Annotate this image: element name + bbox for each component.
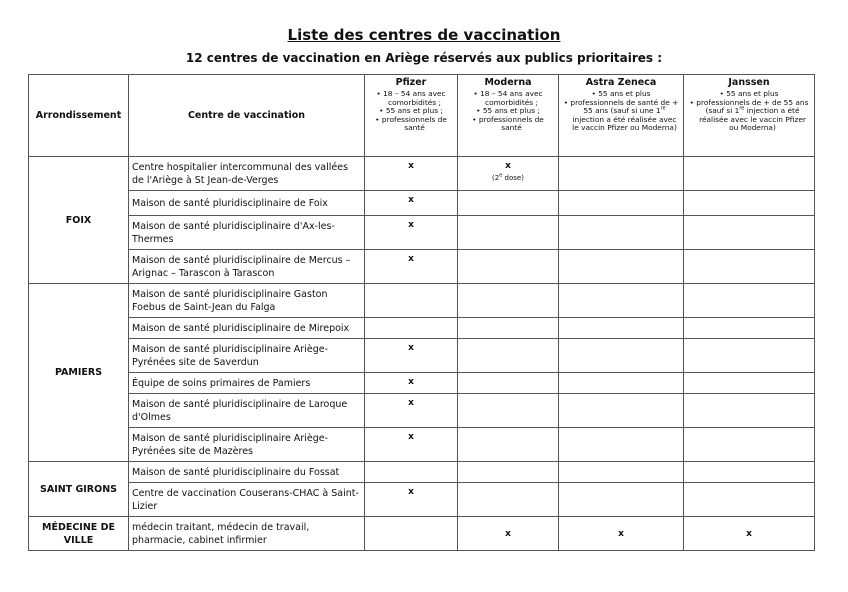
vaccine-availability-cell (365, 157, 458, 191)
vaccine-availability-cell (458, 284, 559, 318)
eligibility-note: • 55 ans et plus (563, 90, 679, 99)
table-row (29, 462, 815, 483)
availability-mark: x (746, 528, 752, 539)
vaccine-availability-cell (365, 284, 458, 318)
eligibility-note: • 55 ans et plus ; (462, 107, 554, 116)
vaccine-availability-cell (458, 428, 559, 462)
vaccine-eligibility-list (563, 90, 679, 133)
vaccine-availability-cell (458, 250, 559, 284)
page-title: Liste des centres de vaccination (287, 26, 561, 44)
centre-name-cell: Équipe de soins primaires de Pamiers (129, 373, 365, 394)
eligibility-note: • professionnels de santé (369, 116, 453, 133)
vaccine-name: Astra Zeneca (585, 77, 657, 88)
availability-mark: x (408, 254, 414, 264)
vaccine-availability-cell (559, 483, 684, 517)
vaccine-availability-cell (365, 373, 458, 394)
availability-mark: x (408, 161, 414, 171)
vaccine-availability-cell (559, 339, 684, 373)
vaccine-eligibility-list (462, 90, 554, 133)
vaccine-availability-cell (684, 191, 815, 216)
eligibility-note: • 55 ans et plus (688, 90, 810, 99)
eligibility-note: • professionnels de + de 55 ans (sauf si 1re injection a été réalisée avec le vaccin Pfizer ou Moderna) (688, 99, 810, 133)
centre-name-cell: Maison de santé pluridisciplinaire de Mercus – Arignac – Tarascon à Tarascon (129, 250, 365, 284)
arrondissement-cell: FOIX (29, 157, 129, 284)
vaccine-availability-cell (365, 191, 458, 216)
availability-mark: x (408, 343, 414, 353)
vaccine-availability-cell (684, 250, 815, 284)
header-row (29, 75, 815, 157)
vaccine-availability-cell (458, 191, 559, 216)
vaccine-availability-cell (684, 462, 815, 483)
table-row (29, 483, 815, 517)
availability-mark: x (505, 161, 511, 171)
header-centre: Centre de vaccination (129, 75, 365, 157)
vaccine-availability-cell (684, 284, 815, 318)
table-row (29, 216, 815, 250)
vaccine-availability-cell (684, 157, 815, 191)
table-row (29, 250, 815, 284)
vaccine-availability-cell (365, 462, 458, 483)
centre-name-cell: Maison de santé pluridisciplinaire d'Ax-les-Thermes (129, 216, 365, 250)
table-row (29, 428, 815, 462)
centre-name-cell: Maison de santé pluridisciplinaire de Laroque d'Olmes (129, 394, 365, 428)
vaccine-availability-cell (365, 250, 458, 284)
arrondissement-cell: SAINT GIRONS (29, 462, 129, 517)
availability-mark: x (408, 377, 414, 387)
availability-mark: x (408, 432, 414, 442)
vaccine-name: Moderna (484, 77, 532, 88)
header-vaccine-pfizer (365, 75, 458, 157)
vaccine-eligibility-list (688, 90, 810, 133)
vaccine-availability-cell (365, 339, 458, 373)
eligibility-note: • professionnels de santé (462, 116, 554, 133)
vaccine-availability-cell (458, 318, 559, 339)
vaccine-availability-cell (684, 339, 815, 373)
availability-mark: x (408, 195, 414, 205)
table-row (29, 284, 815, 318)
vaccine-availability-cell (458, 373, 559, 394)
header-arrondissement: Arrondissement (29, 75, 129, 157)
vaccine-availability-cell (365, 483, 458, 517)
header-vaccine-moderna (458, 75, 559, 157)
vaccine-availability-cell (684, 428, 815, 462)
vaccine-availability-cell (684, 394, 815, 428)
vaccine-availability-cell (684, 318, 815, 339)
vaccine-availability-cell (458, 394, 559, 428)
vaccine-availability-cell (458, 216, 559, 250)
table-row (29, 517, 815, 551)
vaccine-availability-cell (458, 483, 559, 517)
eligibility-note: • 18 – 54 ans avec comorbidités ; (462, 90, 554, 107)
vaccine-availability-cell (458, 339, 559, 373)
vaccine-availability-cell (559, 318, 684, 339)
centre-name-cell: Centre hospitalier intercommunal des vallées de l'Ariège à St Jean-de-Verges (129, 157, 365, 191)
vaccine-availability-cell (559, 250, 684, 284)
vaccine-availability-cell (559, 284, 684, 318)
vaccine-availability-cell (365, 318, 458, 339)
eligibility-note: • professionnels de santé de + 55 ans (sauf si une 1re injection a été réalisée avec le vaccin Pfizer ou Moderna) (563, 99, 679, 133)
vaccine-availability-cell (559, 373, 684, 394)
availability-mark: x (618, 528, 624, 539)
centre-name-cell: Maison de santé pluridisciplinaire de Mirepoix (129, 318, 365, 339)
centre-name-cell: Maison de santé pluridisciplinaire Gaston Foebus de Saint-Jean du Falga (129, 284, 365, 318)
availability-mark: x (408, 487, 414, 497)
vaccine-availability-cell (559, 517, 684, 551)
table-body (29, 157, 815, 551)
table-row (29, 339, 815, 373)
vaccine-eligibility-list (369, 90, 453, 133)
eligibility-note: • 18 – 54 ans avec comorbidités ; (369, 90, 453, 107)
availability-mark: x (408, 398, 414, 408)
table-row (29, 373, 815, 394)
vaccine-availability-cell (458, 517, 559, 551)
vaccine-availability-cell (458, 157, 559, 191)
vaccine-availability-cell (365, 394, 458, 428)
availability-mark: x (505, 528, 511, 539)
eligibility-note: • 55 ans et plus ; (369, 107, 453, 116)
vaccine-availability-cell (559, 157, 684, 191)
vaccine-availability-cell (684, 483, 815, 517)
vaccine-availability-cell (559, 462, 684, 483)
arrondissement-cell: PAMIERS (29, 284, 129, 462)
centre-name-cell: Centre de vaccination Couserans-CHAC à Saint-Lizier (129, 483, 365, 517)
availability-mark: x (408, 220, 414, 230)
arrondissement-cell: MÉDECINE DE VILLE (29, 517, 129, 551)
vaccine-availability-cell (559, 216, 684, 250)
vaccine-availability-cell (684, 373, 815, 394)
table-row (29, 394, 815, 428)
vaccine-name: Janssen (728, 77, 770, 88)
table-row (29, 318, 815, 339)
header-vaccine-janssen (684, 75, 815, 157)
vaccine-availability-cell (458, 462, 559, 483)
vaccine-name: Pfizer (395, 77, 427, 88)
table-row (29, 157, 815, 191)
dose-note: (2e dose) (492, 172, 524, 182)
vaccine-availability-cell (684, 517, 815, 551)
centre-name-cell: Maison de santé pluridisciplinaire Ariège-Pyrénées site de Saverdun (129, 339, 365, 373)
vaccine-availability-cell (559, 191, 684, 216)
vaccine-availability-cell (559, 394, 684, 428)
centre-name-cell: Maison de santé pluridisciplinaire Ariège-Pyrénées site de Mazères (129, 428, 365, 462)
centre-name-cell: Maison de santé pluridisciplinaire de Foix (129, 191, 365, 216)
header-vaccine-astra-zeneca (559, 75, 684, 157)
vaccine-availability-cell (684, 216, 815, 250)
centre-name-cell: médecin traitant, médecin de travail, pharmacie, cabinet infirmier (129, 517, 365, 551)
vaccine-availability-cell (365, 517, 458, 551)
vaccine-availability-cell (365, 428, 458, 462)
vaccine-availability-cell (365, 216, 458, 250)
table-row (29, 191, 815, 216)
page-subtitle: 12 centres de vaccination en Ariège réservés aux publics prioritaires : (185, 51, 663, 65)
vaccination-centres-table (28, 74, 815, 551)
vaccine-availability-cell (559, 428, 684, 462)
centre-name-cell: Maison de santé pluridisciplinaire du Fossat (129, 462, 365, 483)
